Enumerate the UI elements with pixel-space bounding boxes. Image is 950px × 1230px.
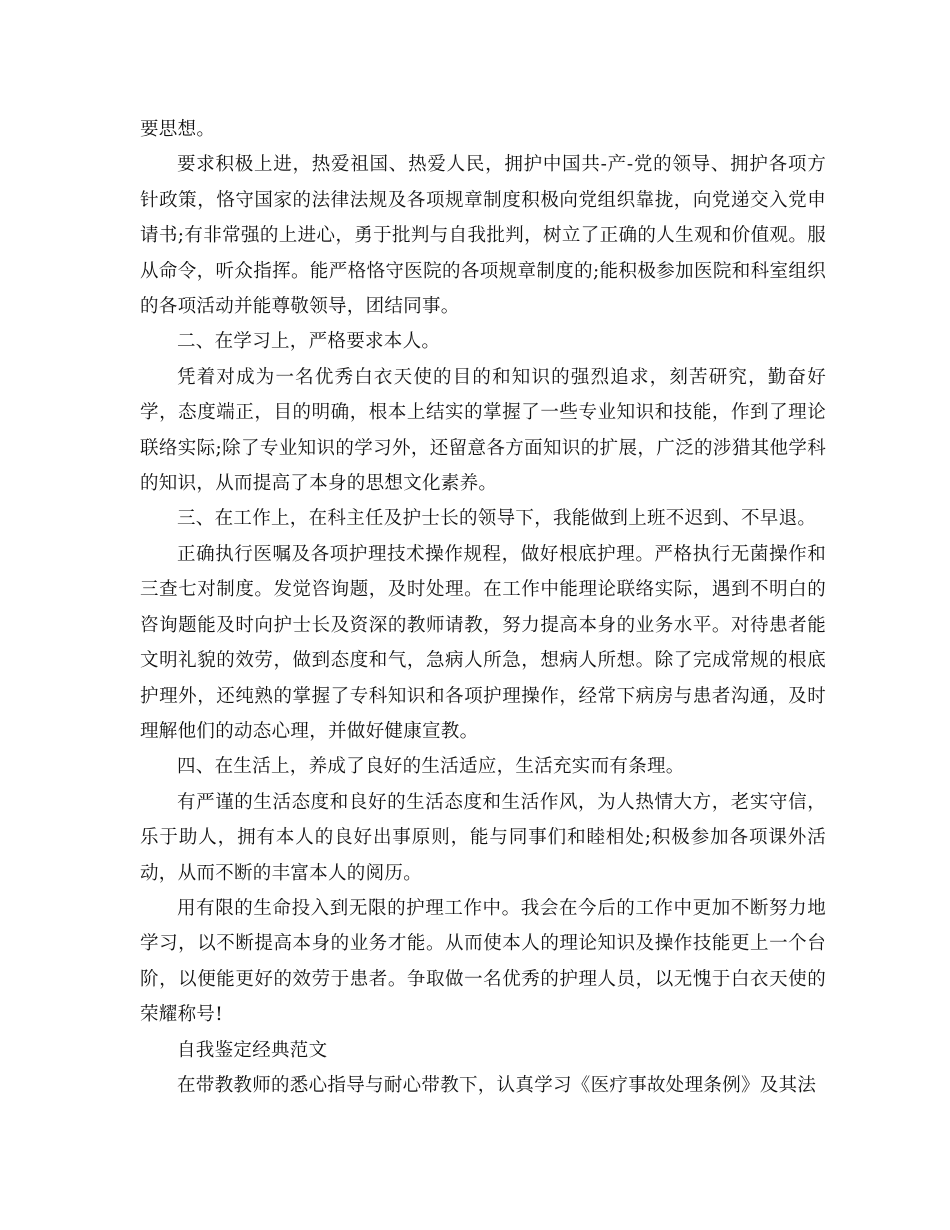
- document-body: [140, 112, 826, 1103]
- paragraph-2: 要求积极上进，热爱祖国、热爱人民，拥护中国共-产-党的领导、拥护各项方针政策，恪守国家的法律法规及各项规章制度积极向党组织靠拢，向党递交入党申请书;有非常强的上进心，勇于批判与自我批判，树立了正确的人生观和价值观。服从命令，听众指挥。能严格恪守医院的各项规章制度的;能积极参加医院和科室组织的各项活动并能尊敬领导，团结同事。: [140, 154, 826, 318]
- section-heading-work: 三、在工作上，在科主任及护士长的领导下，我能做到上班不迟到、不早退。: [177, 508, 817, 530]
- paragraph-study: 凭着对成为一名优秀白衣天使的目的和知识的强烈追求，刻苦研究，勤奋好学，态度端正，目的明确，根本上结实的掌握了一些专业知识和技能，作到了理论联络实际;除了专业知识的学习外，还留意各方面知识的扩展，广泛的涉猎其他学科的知识，从而提高了本身的思想文化素养。: [140, 366, 826, 495]
- paragraph-conclusion: 用有限的生命投入到无限的护理工作中。我会在今后的工作中更加不断努力地学习，以不断提高本身的业务才能。从而使本人的理论知识及操作技能更上一个台阶，以便能更好的效劳于患者。争取做一名优秀的护理人员，以无愧于白衣天使的荣耀称号!: [140, 897, 826, 1026]
- paragraph-1: 要思想。: [140, 119, 216, 140]
- section-heading-study: 二、在学习上，严格要求本人。: [177, 331, 441, 353]
- paragraph-work: 正确执行医嘱及各项护理技术操作规程，做好根底护理。严格执行无菌操作和三查七对制度。发觉咨询题，及时处理。在工作中能理论联络实际，遇到不明白的咨询题能及时向护士长及资深的教师请教，努力提高本身的业务水平。对待患者能文明礼貌的效劳，做到态度和气，急病人所急，想病人所想。除了完成常规的根底护理外，还纯熟的掌握了专科知识和各项护理操作，经常下病房与患者沟通，及时理解他们的动态心理，并做好健康宣教。: [140, 543, 826, 742]
- paragraph-example-start: 在带教教师的悉心指导与耐心带教下，认真学习《医疗事故处理条例》及其法: [177, 1074, 817, 1096]
- paragraph-life: 有严谨的生活态度和良好的生活态度和生活作风，为人热情大方，老实守信，乐于助人，拥有本人的良好出事原则，能与同事们和睦相处;积极参加各项课外活动，从而不断的丰富本人的阅历。: [140, 791, 826, 884]
- section-heading-life: 四、在生活上，养成了良好的生活适应，生活充实而有条理。: [177, 756, 685, 778]
- section-title-example: 自我鉴定经典范文: [177, 1039, 328, 1061]
